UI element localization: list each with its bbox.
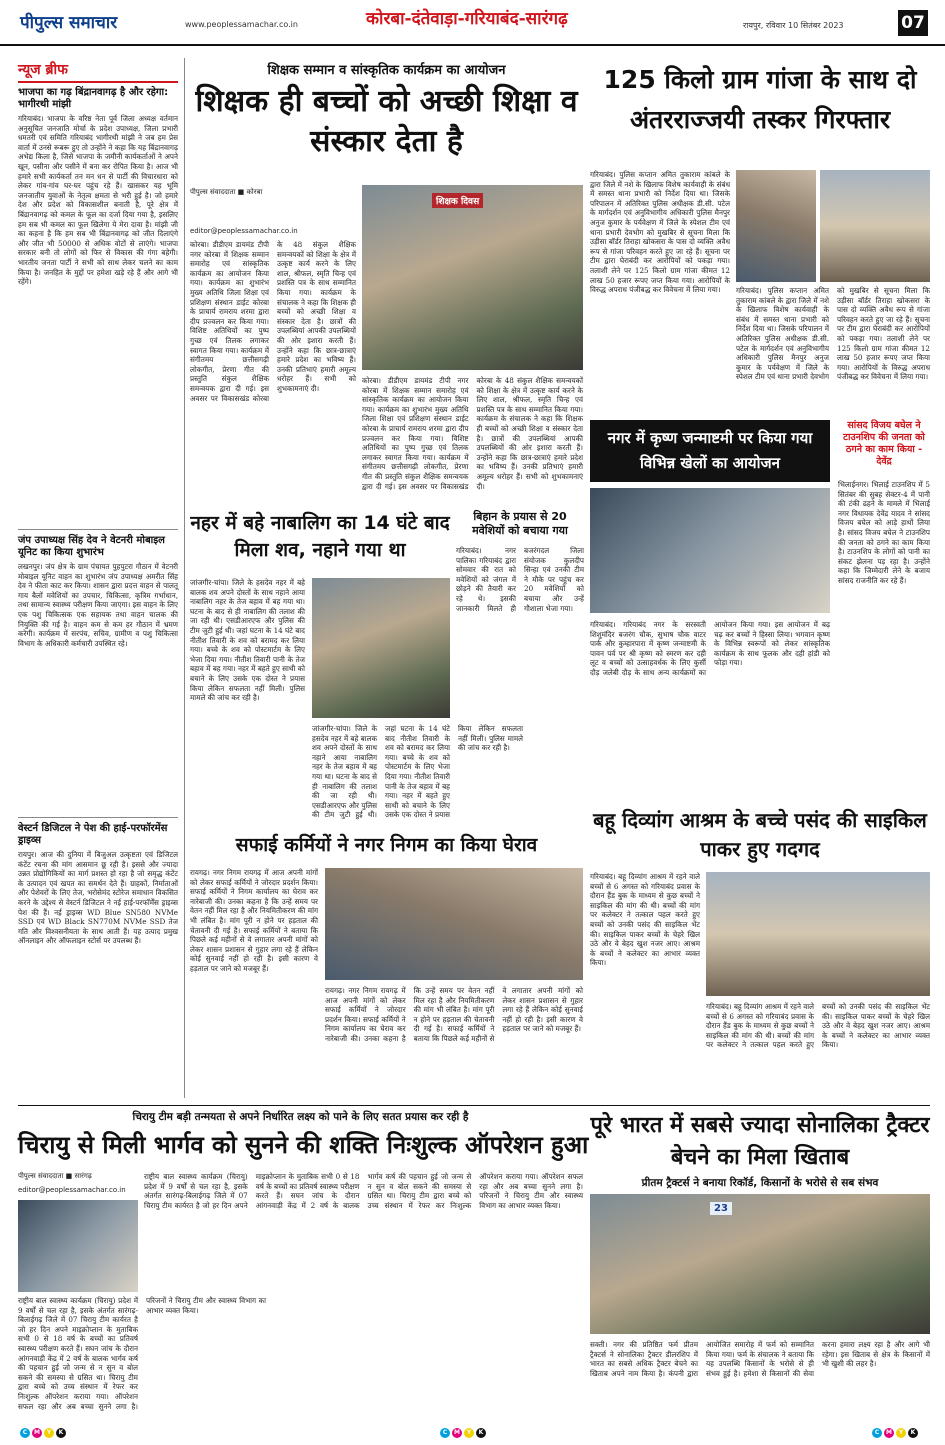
cyan-dot: C	[872, 1428, 882, 1438]
yellow-dot: Y	[896, 1428, 906, 1438]
magenta-dot: M	[32, 1428, 42, 1438]
bihan-story	[456, 510, 584, 830]
sansad-story	[838, 420, 930, 798]
masthead-section: कोरबा-दंतेवाड़ा-गरियाबंद-सारंगढ़	[366, 9, 568, 29]
brief-headline-1: भाजपा का गढ़ बिंद्रानवागढ़ है और रहेगा: भागीरथी मांझी	[18, 87, 169, 110]
janmashtami-headline: नगर में कृष्ण जन्माष्टमी पर किया गया विभिन्न खेलों का आयोजन	[607, 429, 813, 472]
sonalika-headline: पूरे भारत में सबसे ज्यादा सोनालिका ट्रैक्टर बेचने का मिला खिताब	[590, 1113, 930, 1170]
nahar-body-cont: जांजगीर-चांपा। जिले के हसदेव नहर में बहे बालक शव अपने दोस्तों के साथ नहाने आया नाबालिग नहर के तेज बहाव में बह गया था। घटना के बाद से ही नाबालिग की तलाश की जा रही थी। एसडीआरएफ और पुलिस की टीम जुटी हुई थी। जहां घटना के 14 घंटे बाद नीतीश तिवारी के शव को बरामद कर लिया गया। बच्चे के शव को पोस्टमार्टम के लिए भेजा दिया गया। नीतीश तिवारी पानी के तेज बहाव में बह गया। नहर में बहते हुए साथी को बचाने के लिए उसके एक दोस्त ने प्रयास किया लेकिन सफलता नहीं मिली। पुलिस मामले की जांच कर रही है।	[312, 724, 523, 820]
brief-body-3: रायपुर। आज की दुनिया में बिजुअल उत्कृष्टता एवं डिजिटल कंटेंट रचना की मांग आसमान छू रही है। इससे और ज्यादा उन्नत प्रोद्योगिकियों का मार्ग प्रशस्त हो रहा है जो समृद्ध कंटेंट के उत्पादन एवं खपत का समर्थन देते हैं। ग्राहकों, निर्माताओं और पेशेवरों के लिए तेज, भरोसेमंद स्टोरेज समाधान विकसित करने के उद्देश्य से वेस्टर्न डिजिटल ने नई हाई-परफॉर्मेंस ड्राइव्स पेश की हैं। नई ड्राइव्स WD Blue SN580 NVMe SSD एवं WD Black SN770M NVMe SSD तेज गति और विश्वसनीयता के साथ आती हैं। यह उत्पाद प्रमुख ऑनलाइन और ऑफलाइन स्टोर्स पर उपलब्ध हैं।	[18, 850, 178, 946]
sonalika-award-photo	[590, 1194, 930, 1334]
news-brief-label: न्यूज ब्रीफ	[18, 60, 178, 83]
bahu-body-cont: गरियाबंद। बहू दिव्यांग आश्रम में रहने वाले बच्चों से 6 अगस्त को गरियाबंद प्रवास के दौरान हैंड बुक के माध्यम से कुछ बच्चों ने साइकिल की मांग की थी। बच्चों की मांग पर कलेक्टर ने तत्काल पहल करते हुए बच्चों को उनकी पसंद की साइकिल भेंट की। साइकिल पाकर बच्चों के चेहरे खिल उठे और वे बेहद खुश नजर आए। आश्रम के बच्चों ने कलेक्टर का आभार व्यक्त किया।	[706, 1002, 930, 1050]
news-brief-column	[18, 60, 178, 1105]
nahar-headline: नहर में बहे नाबालिग का 14 घंटे बाद मिला शव, नहाने गया था	[190, 512, 450, 561]
masthead-logo: पीपुल्स समाचार	[20, 13, 118, 33]
chirayu-story	[18, 1110, 589, 1422]
chirayu-byline: पीपुल्स संवाददाता ■ सारंगढ़	[18, 1172, 92, 1180]
ganja-story	[590, 60, 930, 417]
ganja-photo	[736, 170, 816, 282]
ganja-body-cont: गरियाबंद। पुलिस कप्तान अमित तुकाराम कांबले के द्वारा जिले में नशे के खिलाफ विशेष कार्यवाही के संबंध में समस्त थाना प्रभारी को निर्देश दिया था। जिसके परिपालन में अतिरिक्त पुलिस अधीक्षक डी.सी. पटेल के मार्गदर्शन एवं अनुविभागीय अधिकारी पुलिस मैनपुर अनुज कुमार के पर्यवेक्षण में जिले के स्पेशल टीम एवं थाना प्रभारी देवभोग को मुखबिर से सूचना मिला कि उड़ीसा बॉर्डर तिराहा खोकसरा के पास दो व्यक्ति अवैध रूप से गांजा परिवहन करते हुए जा रहे हैं। सूचना पर टीम द्वारा घेराबंदी कर आरोपियों को पकड़ा गया। तलाशी लेने पर 125 किलो ग्राम गांजा कीमत 12 लाख 50 हजार रूपए जप्त किया गया। आरोपियों के विरुद्ध अपराध पंजीबद्ध कर विवेचना में लिया गया।	[736, 286, 930, 382]
cmyk-bar-right	[872, 1428, 918, 1438]
sansad-body: भिलाईनगर। भिलाई टाउनशिप में 5 सितंबर की सुबह सेक्टर-4 में पानी की टंकी ढहने के मामले में भिलाई नगर विधायक देवेंद्र यादव ने सांसद विजय बघेल को आड़े हाथों लिया है। सांसद विजय बघेल ने टाउनशिप की जनता को ठगने का काम किया है। टाउनशिप के लोगों को पानी का संकट झेलना पड़ रहा है। उन्होंने कहा कि जिम्मेदारी लेने के बजाय सांसद राजनीति कर रहे हैं।	[838, 480, 930, 585]
chirayu-kicker: चिरायु टीम बड़ी तन्मयता से अपने निर्धारित लक्ष्य को पाने के लिए सतत प्रयास कर रही है	[132, 1111, 469, 1123]
sansad-headline: सांसद विजय बघेल ने टाउनशिप की जनता को ठगने का काम किया - देवेंद्र	[843, 420, 925, 467]
safai-body: रायगढ़। नगर निगम रायगढ़ में आज अपनी मांगों को लेकर सफाई कर्मियों ने जोरदार प्रदर्शन किया। सफाई कर्मियों ने निगम कार्यालय का घेराव कर नारेबाजी की। उनका कहना है कि उन्हें समय पर वेतन नहीं मिल रहा है और नियमितीकरण की मांग भी लंबित है। मांग पूरी न होने पर हड़ताल की चेतावनी दी गई है। सफाई कर्मियों ने बताया कि पिछले कई महीनों से वे लगातार अपनी मांगों को लेकर शासन प्रशासन से गुहार लगा रहे हैं लेकिन कोई सुनवाई नहीं हो रही है। इसी कारण वे हड़ताल पर जाने को मजबूर हैं।	[190, 868, 318, 973]
chirayu-body: राष्ट्रीय बाल स्वास्थ्य कार्यक्रम (चिरायु) प्रदेश में 9 वर्षों से चल रहा है, इसके अंतर्गत सारंगढ़-बिलाईगढ़ जिले में 07 चिरायु टीम कार्यरत है जो हर दिन अपने माइक्रोप्लान के मुताबिक सभी 0 से 18 वर्ष के बच्चों का प्रतिवर्ष स्वास्थ्य परीक्षण करते हैं। सघन जांच के दौरान आंगनवाड़ी केंद्र में 2 वर्ष के बालक भार्गव कर्ष की पहचान हुई जो जन्म से न सुन व बोल सकने की समस्या से ग्रसित था। चिरायु टीम द्वारा बच्चे को उच्च संस्थान में रेफर कर निःशुल्क ऑपरेशन कराया गया। ऑपरेशन सफल रहा और अब बच्चा सुनने लगा है। परिजनों ने चिरायु टीम और स्वास्थ्य विभाग का आभार व्यक्त किया।	[144, 1172, 583, 1210]
bahu-photo	[706, 872, 930, 996]
sonalika-subhead: प्रीतम ट्रैक्टर्स ने बनाया रिकॉर्ड, किसानों के भरोसे से सब संभव	[641, 1177, 879, 1189]
teacher-byline: पीपुल्स संवाददाता ■ कोरबा	[190, 188, 263, 196]
janmashtami-body: गरियाबंद। गरियाबंद नगर के सरस्वती शिशुमंदिर बजरंग चौक, सुभाष चौक वाटर पार्क और कुम्हारपारा में कृष्ण जन्माष्टमी के पावन पर्व पर श्री कृष्ण को स्मरण कर दही लूट व बच्चों को उत्साहवर्धक के लिए कुर्सी दौड़ जलेबी दौड़ के साथ अन्य कार्यक्रमों का आयोजन किया गया। इस आयोजन में बढ़ चढ़ कर बच्चों ने हिस्सा लिया। भगवान कृष्ण के विभिन्न स्वरूपों को लेकर सांस्कृतिक कार्यक्रम के साथ फूलक और दही हांडी को फोड़ा गया।	[590, 620, 830, 677]
chirayu-headline: चिरायु से मिली भार्गव को सुनने की शक्ति निःशुल्क ऑपरेशन हुआ	[18, 1131, 589, 1159]
magenta-dot: M	[884, 1428, 894, 1438]
safai-photo	[325, 868, 583, 980]
sonalika-story	[590, 1110, 930, 1422]
magenta-dot: M	[452, 1428, 462, 1438]
janmashtami-photo	[590, 488, 830, 613]
black-dot: K	[908, 1428, 918, 1438]
divider	[18, 529, 178, 530]
ganja-body: गरियाबंद। पुलिस कप्तान अमित तुकाराम कांबले के द्वारा जिले में नशे के खिलाफ विशेष कार्यवाही के संबंध में समस्त थाना प्रभारी को निर्देश दिया था। जिसके परिपालन में अतिरिक्त पुलिस अधीक्षक डी.सी. पटेल के मार्गदर्शन एवं अनुविभागीय अधिकारी पुलिस मैनपुर अनुज कुमार के पर्यवेक्षण में जिले के स्पेशल टीम एवं थाना प्रभारी देवभोग को मुखबिर से सूचना मिला कि उड़ीसा बॉर्डर तिराहा खोकसरा के पास दो व्यक्ति अवैध रूप से गांजा परिवहन करते हुए जा रहे हैं। सूचना पर टीम द्वारा घेराबंदी कर आरोपियों को पकड़ा गया। तलाशी लेने पर 125 किलो ग्राम गांजा कीमत 12 लाख 50 हजार रूपए जप्त किया गया। आरोपियों के विरुद्ध अपराध पंजीबद्ध कर विवेचना में लिया गया।	[590, 170, 730, 295]
bahu-headline: बहू दिव्यांग आश्रम के बच्चे पसंद की साइकिल पाकर हुए गदगद	[593, 808, 927, 861]
ganja-headline: 125 किलो ग्राम गांजा के साथ दो अंतरराज्जयी तस्कर गिरफ्तार	[603, 65, 917, 134]
bahu-story	[590, 806, 930, 1102]
bihan-headline: बिहान के प्रयास से 20 मवेशियों को बचाया गया	[472, 510, 568, 537]
bihan-body: गरियाबंद। नगर पालिका गरियाबंद द्वारा सोमवार की रात को मवेशियों को जंगल में छोड़ने की तैयारी कर रहे थे। इसकी जानकारी मिलते ही बजरंगदल जिला संयोजक कुलदीप सिन्हा एवं उनकी टीम ने मौके पर पहुंच कर 20 मवेशियों को बचाया और उन्हें गौशाला भेजा गया।	[456, 546, 584, 613]
divider	[18, 817, 178, 818]
bahu-body: गरियाबंद। बहू दिव्यांग आश्रम में रहने वाले बच्चों से 6 अगस्त को गरियाबंद प्रवास के दौरान हैंड बुक के माध्यम से कुछ बच्चों ने साइकिल की मांग की थी। बच्चों की मांग पर कलेक्टर ने तत्काल पहल करते हुए बच्चों को उनकी पसंद की साइकिल भेंट की। साइकिल पाकर बच्चों के चेहरे खिल उठे और वे बेहद खुश नजर आए। आश्रम के बच्चों ने कलेक्टर का आभार व्यक्त किया।	[590, 872, 700, 968]
chirayu-body-left: राष्ट्रीय बाल स्वास्थ्य कार्यक्रम (चिरायु) प्रदेश में 9 वर्षों से चल रहा है, इसके अंतर्गत सारंगढ़-बिलाईगढ़ जिले में 07 चिरायु टीम कार्यरत है जो हर दिन अपने माइक्रोप्लान के मुताबिक सभी 0 से 18 वर्ष के बच्चों का प्रतिवर्ष स्वास्थ्य परीक्षण करते हैं। सघन जांच के दौरान आंगनवाड़ी केंद्र में 2 वर्ष के बालक भार्गव कर्ष की पहचान हुई जो जन्म से न सुन व बोल सकने की समस्या से ग्रसित था। चिरायु टीम द्वारा बच्चे को उच्च संस्थान में रेफर कर निःशुल्क ऑपरेशन कराया गया। ऑपरेशन सफल रहा और अब बच्चा सुनने लगा है। परिजनों ने चिरायु टीम और स्वास्थ्य विभाग का आभार व्यक्त किया।	[18, 1296, 266, 1411]
teacher-body-bottom: कोरबा। डीडीएम डायमंड टीपी नगर कोरबा में शिक्षक सम्मान समारोह एवं सांस्कृतिक कार्यक्रम का आयोजन किया गया। कार्यक्रम का शुभारंभ मुख्य अतिथि जिला शिक्षा एवं प्रशिक्षण संस्थान डाईट कोरबा के प्राचार्य रामराय शरमा द्वारा दीप प्रज्वलन कर किया गया। विशिष्ट अतिथियों का पुष्प गुच्छ एवं तिलक लगाकर स्वागत किया गया। कार्यक्रम में संगीतमय छत्तीसगढ़ी लोकगीत, प्रेरणा गीत की प्रस्तुति संकुल शैक्षिक समन्वयक द्वारा दी गई। इस अवसर पर विकासखंड कोरबा के 48 संकुल शैक्षिक समन्वयकों को शिक्षा के क्षेत्र में उत्कृष्ट कार्य करने के लिए शाल, श्रीफल, स्मृति चिन्ह एवं प्रशस्ति पत्र के साथ सम्मानित किया गया। कार्यक्रम के संचालक ने कहा कि शिक्षक ही बच्चों को अच्छी शिक्षा व संस्कार देता है। छात्रों की उपलब्धियां आपकी उपलब्धियों की ओर इशारा करती हैं। उन्होंने कहा कि छात्र-छात्राएं हमारे प्रदेश का भविष्य हैं। उनकी प्रतिभाएं हमारी अमूल्य धरोहर हैं। सभी को शुभकामनाएं दी।	[362, 376, 583, 491]
brief-body-1: गरियाबंद। भाजपा के वरिष्ठ नेता पूर्व जिला अध्यक्ष वर्तमान अनुसूचित जनजाति मोर्चा के प्रदेश उपाध्यक्ष, जिला प्रभारी धमतरी एवं समिति गरियाबंद भागीरथी मांझी ने जब हम प्रेस वार्ता में उनसे रूबरू हुए तो उन्होंने ने कहा कि यह बिंद्रानवागढ़ अभेद्य किला है, जिसे भाजपा के जमीनी कार्यकर्ताओं ने अपने खून, पसीना और पसीने में बना कर रोपित किया है। आज भी हमारे सभी कार्यकर्ता तन मन धन से पार्टी की विचारधारा को लेकर गांव-गांव घर-घर पहुंच रहे हैं। खासकर यह भूमि जनजातीय युवाओं के नेतृत्व क्षमता से भरी हुई है। जो हमारे देश और प्रदेश को विकासशील बनाती है, पूरे क्षेत्र में बिंद्रानवागढ़ को कमल के फूल का दर्जा दिया गया है, इसलिए हम सब भी कमल का फूल खिलेगा ये मेरा दावा है। मांझी जी का कहना है कि हम सब भी बिंद्रानवागढ़ को जीत दिलाएंगे और जीत भी 50000 से अधिक वोटों से लाएंगे। भाजपा सरकार बनी तो लोगों को फिर से विकास की गंगा बहेगी। भारतीय जनता पार्टी ने सभी को साथ लेकर चलने का काम किया है। जनहित के मुद्दों पर हमेशा खड़े रहे हैं और आगे भी रहेंगे।	[18, 114, 178, 287]
nahar-photo	[312, 578, 450, 718]
teacher-body-top: कोरबा। डीडीएम डायमंड टीपी नगर कोरबा में शिक्षक सम्मान समारोह एवं सांस्कृतिक कार्यक्रम का आयोजन किया गया। कार्यक्रम का शुभारंभ मुख्य अतिथि जिला शिक्षा एवं प्रशिक्षण संस्थान डाईट कोरबा के प्राचार्य रामराय शरमा द्वारा दीप प्रज्वलन कर किया गया। विशिष्ट अतिथियों का पुष्प गुच्छ एवं तिलक लगाकर स्वागत किया गया। कार्यक्रम में संगीतमय छत्तीसगढ़ी लोकगीत, प्रेरणा गीत की प्रस्तुति संकुल शैक्षिक समन्वयक द्वारा दी गई। इस अवसर पर विकासखंड कोरबा के 48 संकुल शैक्षिक समन्वयकों को शिक्षा के क्षेत्र में उत्कृष्ट कार्य करने के लिए शाल, श्रीफल, स्मृति चिन्ह एवं प्रशस्ति पत्र के साथ सम्मानित किया गया। कार्यक्रम के संचालक ने कहा कि शिक्षक ही बच्चों को अच्छी शिक्षा व संस्कार देता है। छात्रों की उपलब्धियां आपकी उपलब्धियों की ओर इशारा करती हैं। उन्होंने कहा कि छात्र-छात्राएं हमारे प्रदेश का भविष्य हैं। उनकी प्रतिभाएं हमारी अमूल्य धरोहर हैं। सभी को शुभकामनाएं दी।	[190, 240, 356, 403]
teacher-event-photo	[362, 185, 583, 370]
teacher-story	[190, 60, 583, 505]
teacher-email: editor@peoplessamachar.co.in	[190, 227, 298, 235]
teacher-headline: शिक्षक ही बच्चों को अच्छी शिक्षा व संस्कार देता है	[195, 84, 578, 159]
sonalika-body: सक्ती। नगर की प्रतिष्ठित फर्म प्रीतम ट्रैक्टर्स ने सोनालिका ट्रैक्टर डीलरशिप में भारत का सबसे अधिक ट्रैक्टर बेचने का खिताब अपने नाम किया है। कंपनी द्वारा आयोजित समारोह में फर्म को सम्मानित किया गया। फर्म के संचालक ने बताया कि यह उपलब्धि किसानों के भरोसे से ही संभव हुई है। हमेशा से किसानों की सेवा करना हमारा लक्ष्य रहा है और आगे भी रहेगा। इस खिताब से क्षेत्र के किसानों में भी खुशी की लहर है।	[590, 1340, 930, 1378]
safai-body-cont: रायगढ़। नगर निगम रायगढ़ में आज अपनी मांगों को लेकर सफाई कर्मियों ने जोरदार प्रदर्शन किया। सफाई कर्मियों ने निगम कार्यालय का घेराव कर नारेबाजी की। उनका कहना है कि उन्हें समय पर वेतन नहीं मिल रहा है और नियमितीकरण की मांग भी लंबित है। मांग पूरी न होने पर हड़ताल की चेतावनी दी गई है। सफाई कर्मियों ने बताया कि पिछले कई महीनों से वे लगातार अपनी मांगों को लेकर शासन प्रशासन से गुहार लगा रहे हैं लेकिन कोई सुनवाई नहीं हो रही है। इसी कारण वे हड़ताल पर जाने को मजबूर हैं।	[325, 986, 583, 1043]
masthead-website: www.peoplessamachar.co.in	[185, 20, 298, 29]
masthead-dateline: रायपुर, रविवार 10 सितंबर 2023	[743, 21, 844, 30]
section-divider	[18, 1105, 930, 1106]
safai-headline: सफाई कर्मियों ने नगर निगम का किया घेराव	[235, 834, 538, 856]
photo-caption: शिक्षक दिवस	[432, 193, 483, 208]
accused-photo	[820, 170, 930, 282]
chirayu-email: editor@peoplessamachar.co.in	[18, 1186, 126, 1194]
cmyk-bar-left	[20, 1428, 66, 1438]
masthead	[0, 0, 945, 46]
safai-story	[190, 832, 583, 1102]
black-dot: K	[56, 1428, 66, 1438]
page-number: 07	[898, 10, 928, 36]
black-dot: K	[476, 1428, 486, 1438]
cyan-dot: C	[440, 1428, 450, 1438]
brief-headline-3: वेस्टर्न डिजिटल ने पेश की हाई-परफॉरमेंस ड्राइव्स	[18, 823, 168, 846]
yellow-dot: Y	[464, 1428, 474, 1438]
janmashtami-story	[590, 420, 830, 798]
column-divider	[184, 58, 185, 1098]
brief-headline-2: जंप उपाध्यक्ष सिंह देव ने वेटनरी मोबाइल यूनिट का किया शुभारंभ	[18, 535, 165, 558]
brief-body-2: लखनपुर। जंप क्षेत्र के ग्राम पंचायत पुहपुटरा गौठान में वेटनरी मोबाइल यूनिट वाहन का शुभारंभ जंप उपाध्यक्ष अमरीत सिंह देव ने फीता काट कर किया। शासन द्वारा प्रदत्त वाहन से पालतू गाय बैलों मवेशियों का उपचार, चिकित्सा, कृत्रिम गर्भाधान, तथा सामान्य स्वास्थ्य परीक्षण किया जाएगा। इस वाहन के लिए एक पशु चिकित्सक एक सहायक तथा वाहन चालक की नियुक्ति की गई है। वाहन कम से कम हर गौठान में भ्रमण करेगी। कार्यक्रम में सरपंच, सचिव, ग्रामीण व पशु चिकित्सा विभाग के अधिकारी कर्मचारी उपस्थित रहे।	[18, 562, 178, 648]
chirayu-photo	[18, 1200, 138, 1292]
cyan-dot: C	[20, 1428, 30, 1438]
teacher-kicker: शिक्षक सम्मान व सांस्कृतिक कार्यक्रम का आयोजन	[267, 63, 506, 78]
cmyk-bar-center	[440, 1428, 486, 1438]
nahar-body: जांजगीर-चांपा। जिले के हसदेव नहर में बहे बालक शव अपने दोस्तों के साथ नहाने आया नाबालिग नहर के तेज बहाव में बह गया था। घटना के बाद से ही नाबालिग की तलाश की जा रही थी। एसडीआरएफ और पुलिस की टीम जुटी हुई थी। जहां घटना के 14 घंटे बाद नीतीश तिवारी के शव को बरामद कर लिया गया। बच्चे के शव को पोस्टमार्टम के लिए भेजा दिया गया। नीतीश तिवारी पानी के तेज बहाव में बह गया। नहर में बहते हुए साथी को बचाने के लिए उसके एक दोस्त ने प्रयास किया लेकिन सफलता नहीं मिली। पुलिस मामले की जांच कर रही है।	[190, 578, 305, 703]
yellow-dot: Y	[44, 1428, 54, 1438]
sonalika-badge: 23	[710, 1202, 732, 1215]
